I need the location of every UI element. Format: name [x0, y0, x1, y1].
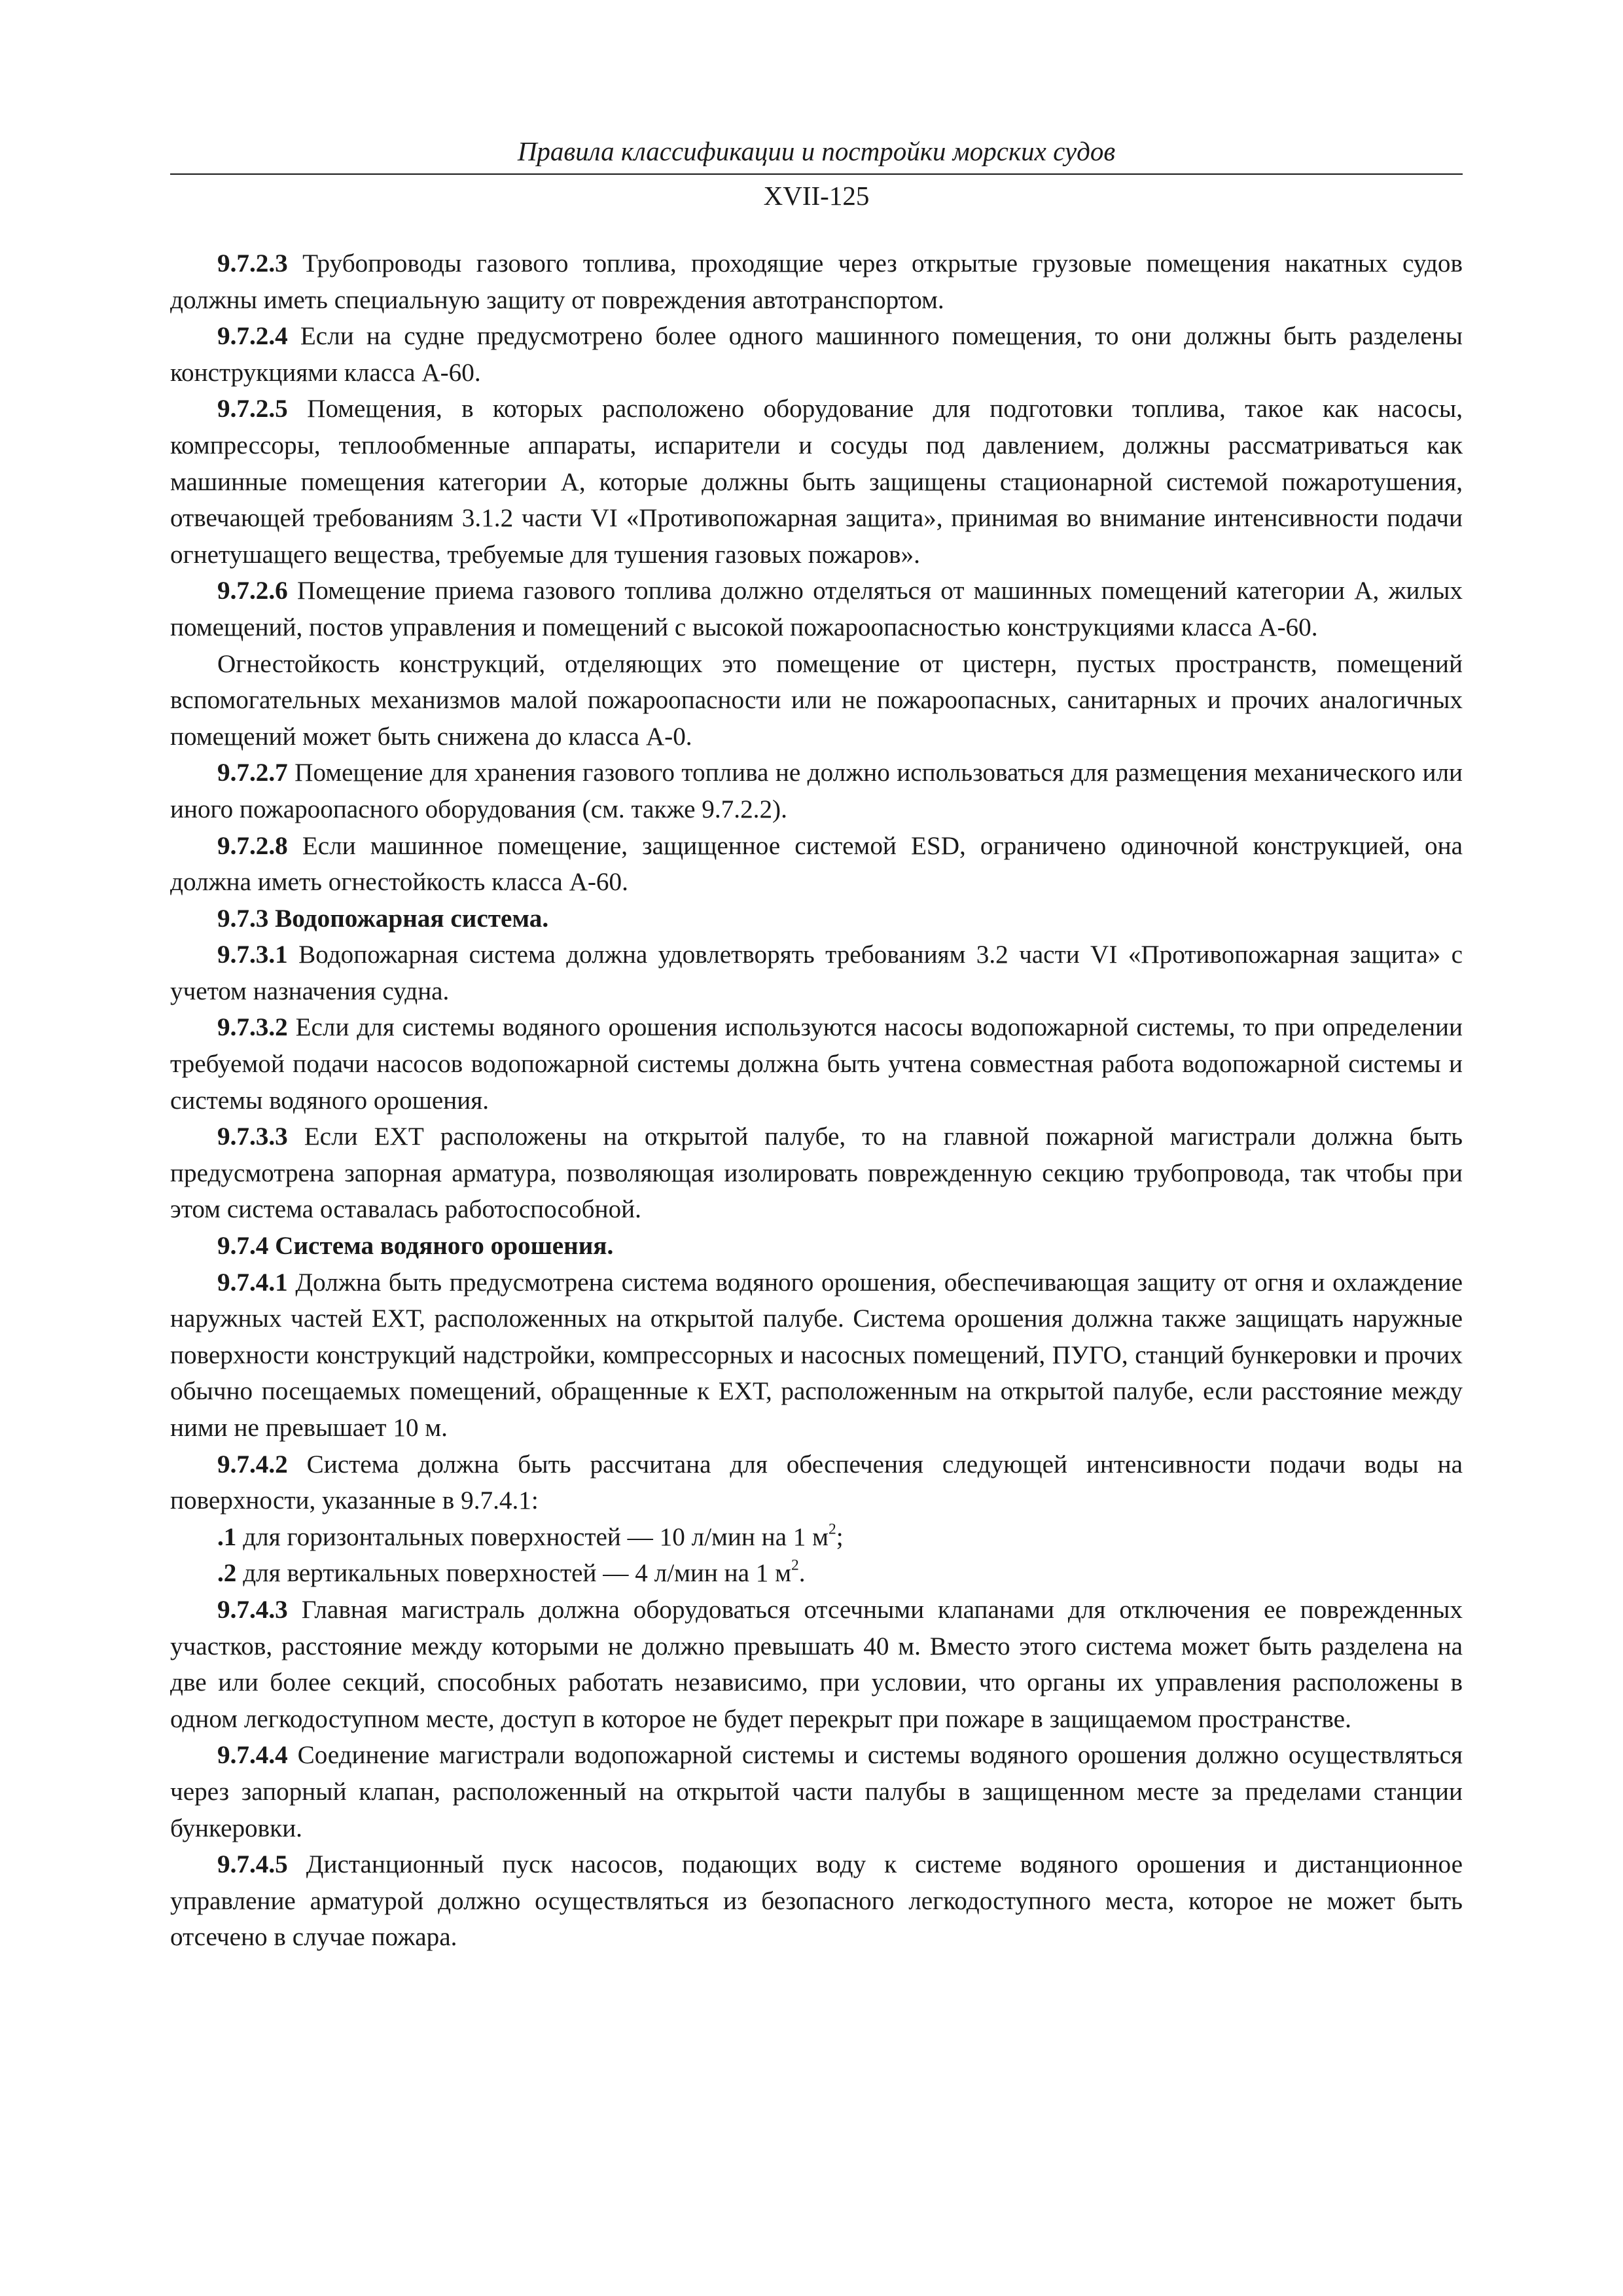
clause-number: 9.7.2.4 — [217, 322, 288, 351]
clause-number: 9.7.2.3 — [217, 249, 288, 278]
document-body — [170, 245, 1463, 1956]
paragraph-9-7-2-7 — [170, 755, 1463, 827]
section-heading-9-7-3 — [170, 901, 1463, 937]
paragraph-text: Помещения, в которых расположено оборудование для подготовки топлива, такое как насосы, компрессоры, теплообменные аппараты, испарители и сосуды под давлением, должны рассматриваться как машинные помещения категории А, которые должны быть защищены стационарной системой пожаротушения, отвечающей требованиям 3.1.2 части VI «Противопожарная защита», принимая во внимание интенсивности подачи огнетушащего вещества, требуемые для тушения газовых пожаров». — [170, 395, 1463, 569]
running-header-title: Правила классификации и постройки морских судов — [517, 136, 1116, 166]
paragraph-text: Главная магистраль должна оборудоваться отсечными клапанами для отключения ее поврежденных участков, расстояние между которыми не должно превышать 40 м. Вместо этого система может быть разделена на две или более секций, способных работать независимо, при условии, что органы их управления расположены в одном легкодоступном месте, доступ в которое не будет перекрыт при пожаре в защищаемом пространстве. — [170, 1595, 1463, 1733]
list-item-text: для горизонтальных поверхностей — 10 л/мин на 1 м — [236, 1522, 829, 1551]
clause-number: 9.7.3.3 — [217, 1122, 288, 1151]
paragraph-9-7-4-1 — [170, 1265, 1463, 1446]
list-item-1 — [170, 1519, 1463, 1556]
superscript: 2 — [828, 1520, 836, 1538]
clause-number: 9.7.4.5 — [217, 1850, 288, 1879]
clause-number: 9.7.2.5 — [217, 395, 288, 423]
paragraph-9-7-3-1 — [170, 937, 1463, 1009]
clause-number: 9.7.4.2 — [217, 1450, 288, 1479]
clause-number: 9.7.4.3 — [217, 1595, 288, 1624]
paragraph-9-7-2-3 — [170, 245, 1463, 318]
list-marker: .2 — [217, 1559, 237, 1588]
clause-number: 9.7.4.4 — [217, 1741, 288, 1770]
paragraph-9-7-2-5 — [170, 391, 1463, 573]
paragraph-9-7-4-5 — [170, 1846, 1463, 1956]
paragraph-text: Если ЕХТ расположены на открытой палубе, то на главной пожарной магистрали должна быть предусмотрена запорная арматура, позволяющая изолировать поврежденную секцию трубопровода, так чтобы при этом система оставалась работоспособной. — [170, 1122, 1463, 1224]
paragraph-9-7-2-6 — [170, 573, 1463, 645]
paragraph-text: Система должна быть рассчитана для обеспечения следующей интенсивности подачи воды на поверхности, указанные в 9.7.4.1: — [170, 1450, 1463, 1515]
clause-number: 9.7.2.6 — [217, 577, 288, 605]
paragraph-fire-resistance — [170, 646, 1463, 755]
paragraph-9-7-2-8 — [170, 828, 1463, 901]
paragraph-9-7-4-2 — [170, 1446, 1463, 1519]
paragraph-text: Трубопроводы газового топлива, проходящие через открытые грузовые помещения накатных судов должны иметь специальную защиту от повреждения автотранспортом. — [170, 249, 1463, 314]
superscript: 2 — [791, 1556, 799, 1574]
document-page — [170, 134, 1463, 1956]
header-rule — [170, 173, 1463, 175]
section-heading-9-7-4 — [170, 1228, 1463, 1265]
paragraph-text: Дистанционный пуск насосов, подающих воду к системе водяного орошения и дистанционное управление арматурой должно осуществляться из безопасного легкодоступного места, которое не может быть отсечено в случае пожара. — [170, 1850, 1463, 1952]
list-item-text: для вертикальных поверхностей — 4 л/мин на 1 м — [236, 1559, 791, 1588]
list-item-tail: ; — [836, 1522, 844, 1551]
paragraph-text: Помещение для хранения газового топлива не должно использоваться для размещения механического или иного пожароопасного оборудования (см. также 9.7.2.2). — [170, 759, 1463, 823]
paragraph-9-7-4-3 — [170, 1592, 1463, 1737]
paragraph-text: Должна быть предусмотрена система водяного орошения, обеспечивающая защиту от огня и охлаждение наружных частей ЕХТ, расположенных на открытой палубе. Система орошения должна также защищать наружные поверхности конструкций надстройки, компрессорных и насосных помещений, ПУГО, станций бункеровки и прочих обычно посещаемых помещений, обращенные к ЕХТ, расположенным на открытой палубе, если расстояние между ними не превышает 10 м. — [170, 1268, 1463, 1442]
clause-number: 9.7.4.1 — [217, 1268, 288, 1297]
paragraph-text: Огнестойкость конструкций, отделяющих это помещение от цистерн, пустых пространств, помещений вспомогательных механизмов малой пожароопасности или не пожароопасных, санитарных и прочих аналогичных помещений может быть снижена до класса А-0. — [170, 649, 1463, 751]
paragraph-9-7-4-4 — [170, 1737, 1463, 1846]
paragraph-text: Помещение приема газового топлива должно отделяться от машинных помещений категории А, жилых помещений, постов управления и помещений с высокой пожароопасностью конструкциями класса А-60. — [170, 577, 1463, 641]
clause-number: 9.7.2.7 — [217, 759, 288, 787]
clause-number: 9.7.2.8 — [217, 831, 288, 860]
paragraph-text: Если для системы водяного орошения используются насосы водопожарной системы, то при определении требуемой подачи насосов водопожарной системы должна быть учтена совместная работа водопожарной системы и системы водяного орошения. — [170, 1013, 1463, 1115]
paragraph-9-7-3-2 — [170, 1009, 1463, 1119]
list-item-tail: . — [798, 1559, 806, 1588]
paragraph-9-7-3-3 — [170, 1119, 1463, 1228]
clause-number: 9.7.3.2 — [217, 1013, 288, 1042]
list-marker: .1 — [217, 1522, 237, 1551]
clause-number: 9.7.3.1 — [217, 941, 288, 969]
paragraph-text: Водопожарная система должна удовлетворять требованиям 3.2 части VI «Противопожарная защита» с учетом назначения судна. — [170, 941, 1463, 1005]
paragraph-9-7-2-4 — [170, 318, 1463, 391]
paragraph-text: Если машинное помещение, защищенное системой ESD, ограничено одиночной конструкцией, она должна иметь огнестойкость класса А-60. — [170, 831, 1463, 897]
paragraph-text: Соединение магистрали водопожарной системы и системы водяного орошения должно осуществляться через запорный клапан, расположенный на открытой части палубы в защищенном месте за пределами станции бункеровки. — [170, 1741, 1463, 1842]
paragraph-text: Если на судне предусмотрено более одного машинного помещения, то они должны быть разделены конструкциями класса А-60. — [170, 322, 1463, 387]
page-number: XVII-125 — [763, 181, 870, 211]
section-heading: 9.7.3 Водопожарная система. — [217, 904, 549, 933]
list-item-2 — [170, 1555, 1463, 1592]
section-heading: 9.7.4 Система водяного орошения. — [217, 1232, 614, 1261]
